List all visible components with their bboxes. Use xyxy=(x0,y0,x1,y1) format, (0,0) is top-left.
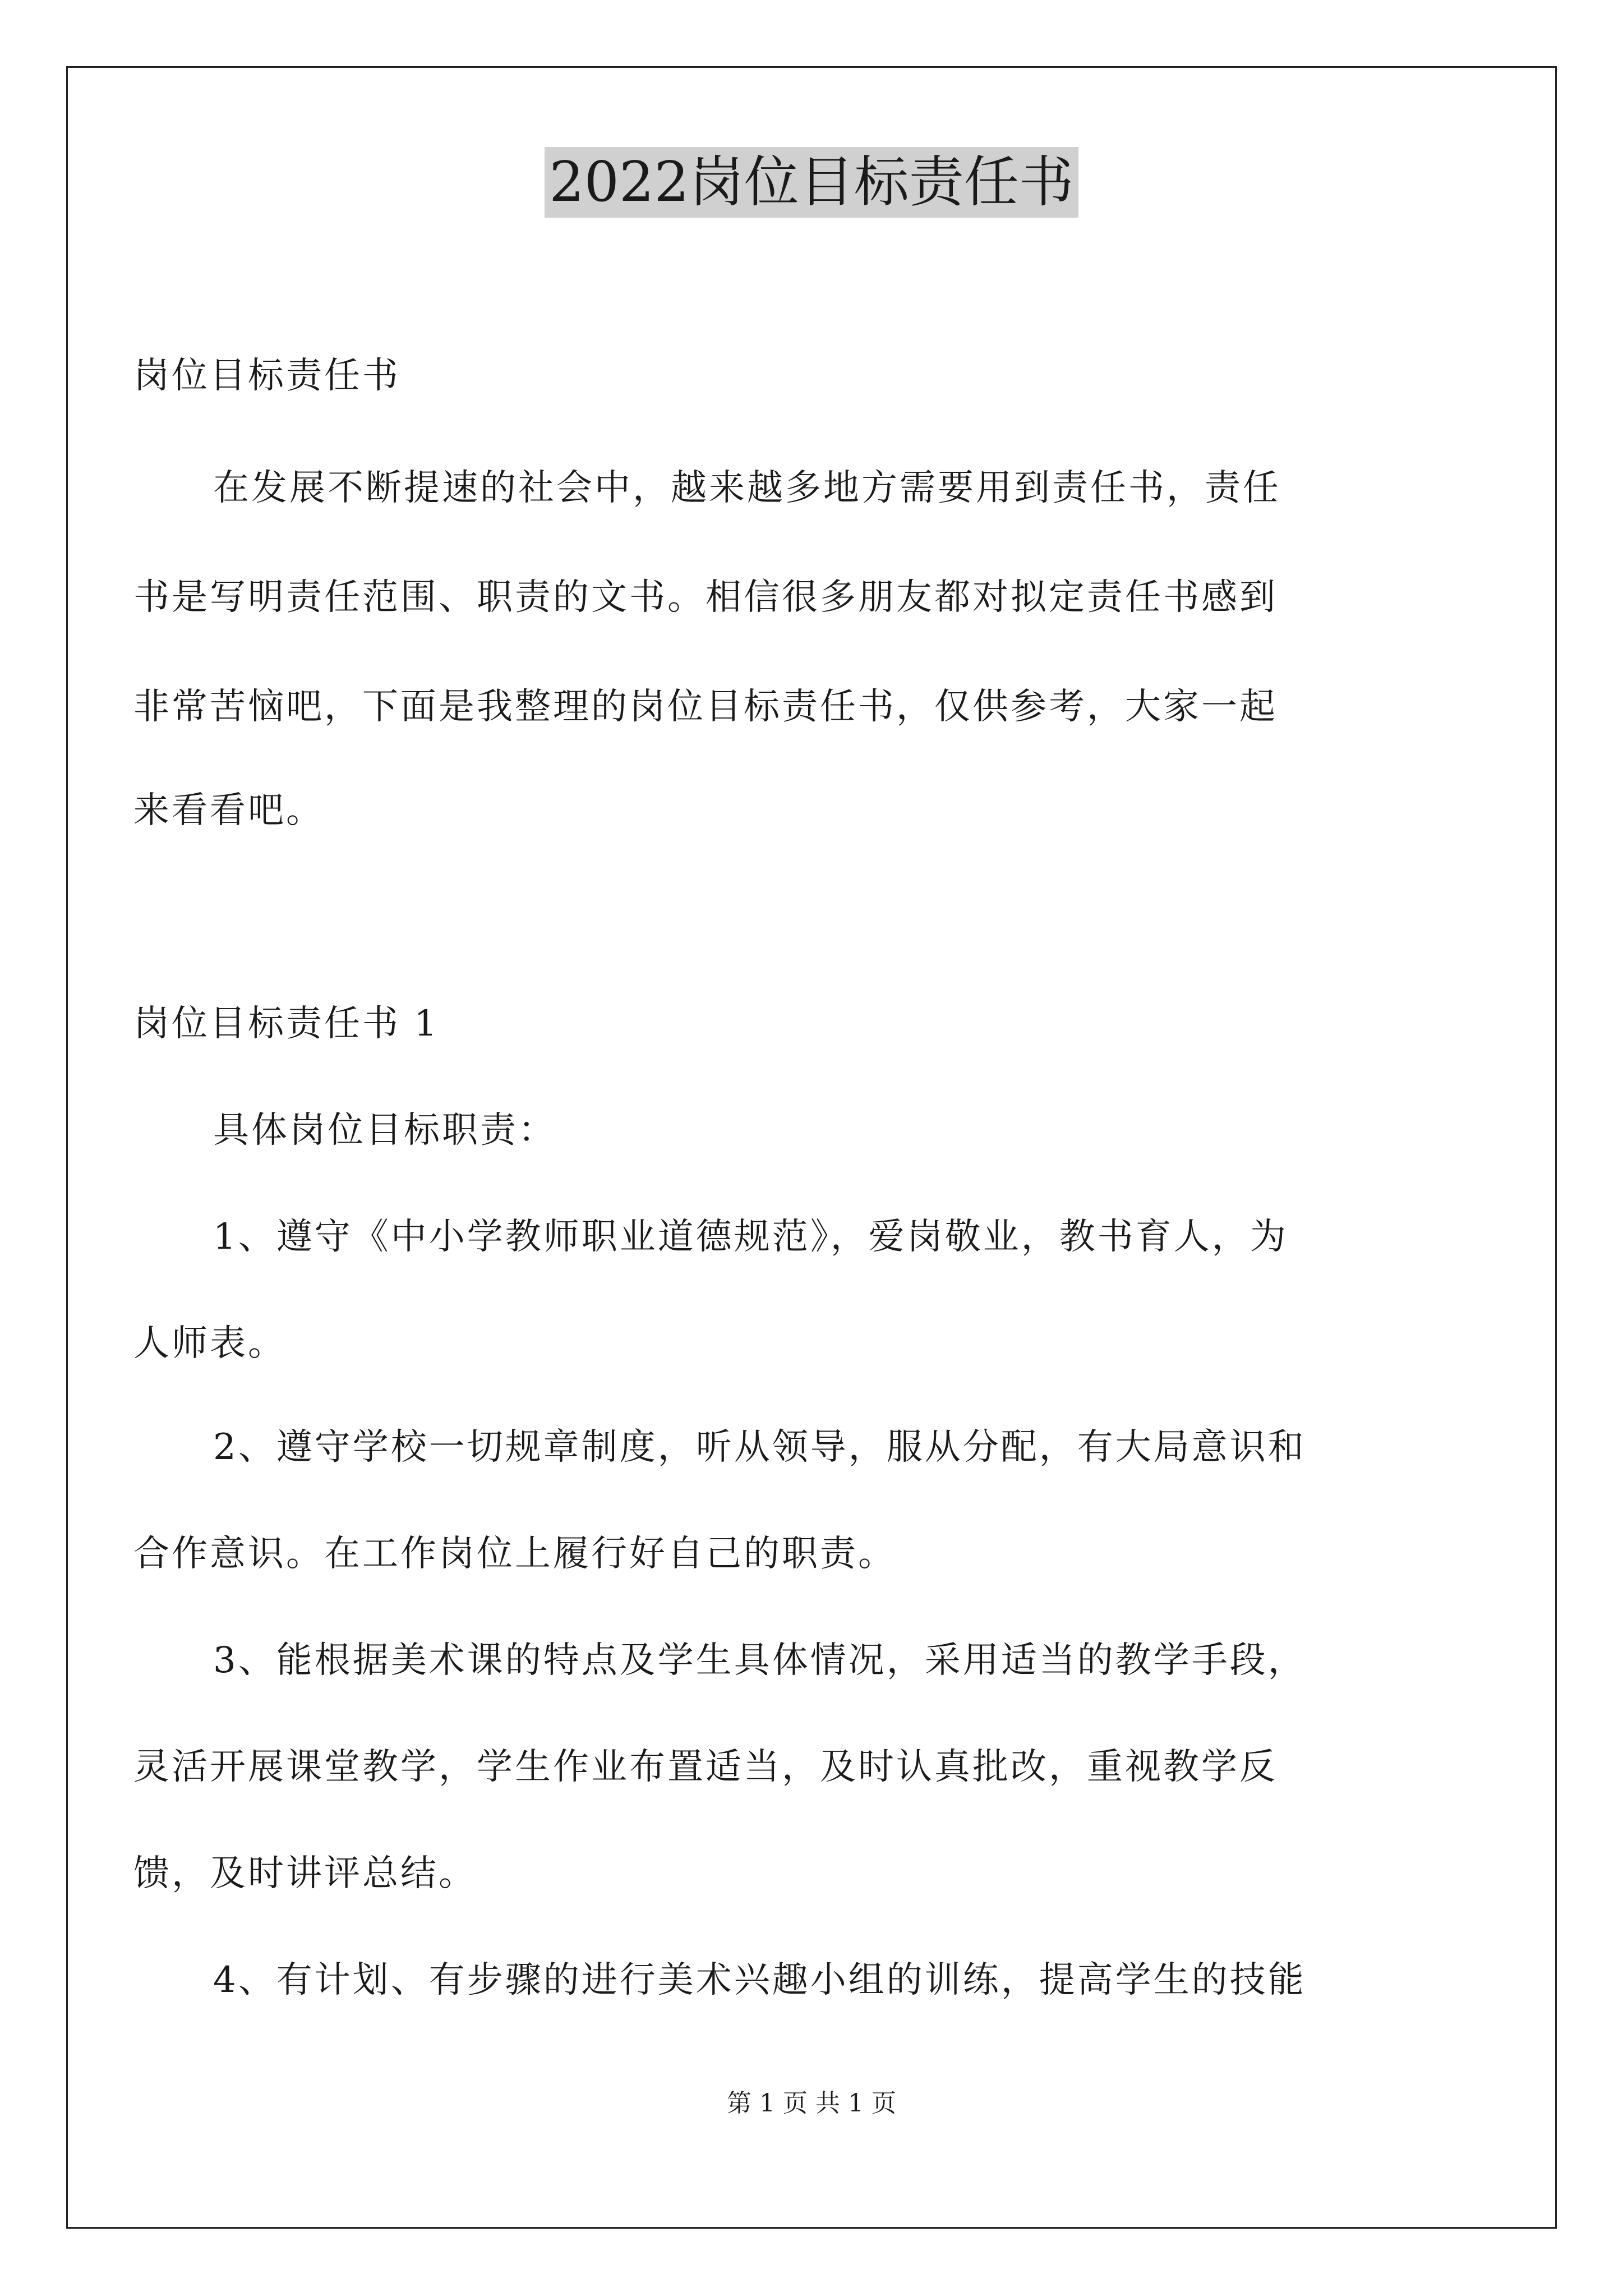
intro-line-2: 书是写明责任范围、职责的文书。相信很多朋友都对拟定责任书感到 xyxy=(133,577,1278,618)
item-2-line-1: 2、遵守学校一切规章制度，听从领导，服从分配，有大局意识和 xyxy=(213,1427,1306,1468)
item-1-line-2: 人师表。 xyxy=(133,1323,286,1364)
document-title xyxy=(0,140,1623,224)
intro-line-1: 在发展不断提速的社会中，越来越多地方需要用到责任书，责任 xyxy=(213,467,1281,509)
intro-line-4: 来看看吧。 xyxy=(133,790,324,831)
duties-heading: 具体岗位目标职责： xyxy=(213,1110,556,1151)
item-3-line-2: 灵活开展课堂教学，学生作业布置适当，及时认真批改，重视教学反 xyxy=(133,1746,1278,1788)
page-footer: 第 1 页 共 1 页 xyxy=(727,2089,896,2118)
item-3-line-1: 3、能根据美术课的特点及学生具体情况，采用适当的教学手段， xyxy=(213,1640,1306,1681)
item-1-line-1: 1、遵守《中小学教师职业道德规范》，爱岗敬业，教书育人，为 xyxy=(213,1216,1288,1258)
item-2-line-2: 合作意识。在工作岗位上履行好自己的职责。 xyxy=(133,1533,896,1575)
intro-line-3: 非常苦恼吧，下面是我整理的岗位目标责任书，仅供参考，大家一起 xyxy=(133,686,1278,728)
document-title-text: 2022岗位目标责任书 xyxy=(545,147,1078,218)
section-heading: 岗位目标责任书 1 xyxy=(133,1003,440,1045)
item-3-line-3: 馈，及时讲评总结。 xyxy=(133,1853,477,1894)
subtitle: 岗位目标责任书 xyxy=(133,355,400,397)
item-4-line-1: 4、有计划、有步骤的进行美术兴趣小组的训练，提高学生的技能 xyxy=(213,1959,1306,2001)
